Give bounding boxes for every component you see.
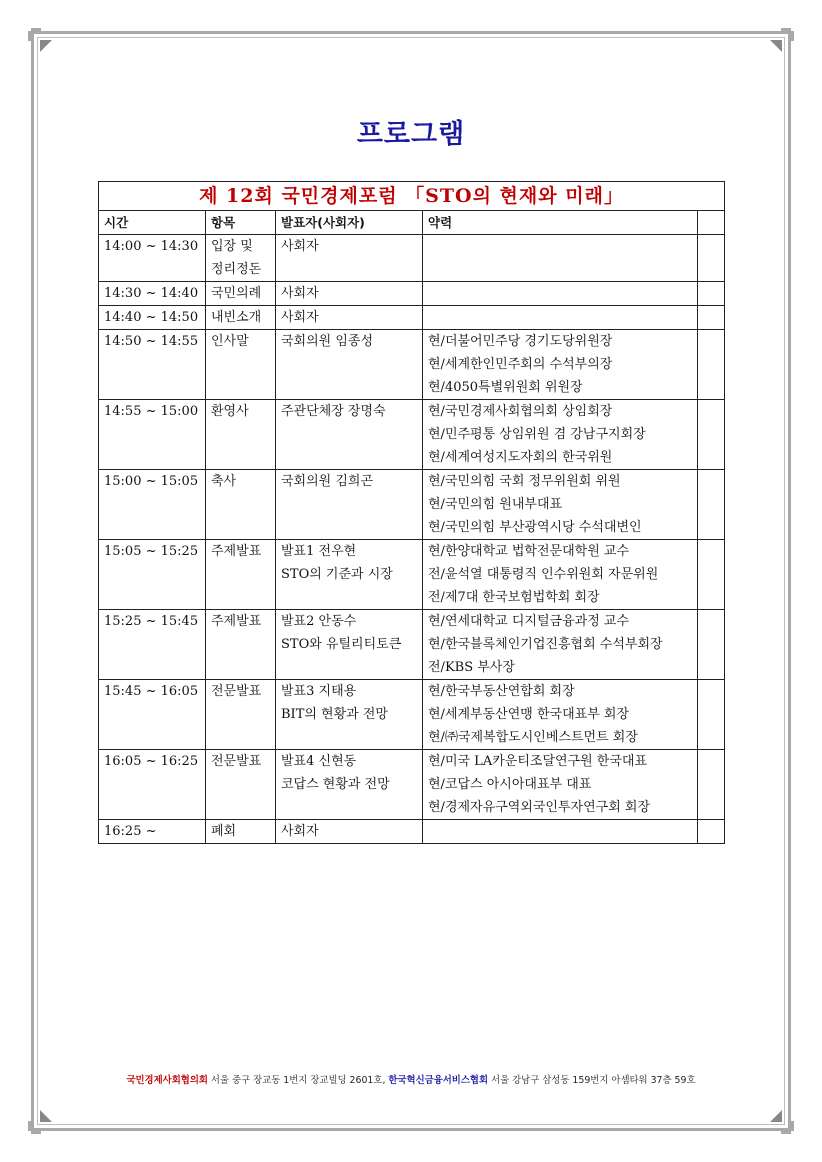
cell-presenter bbox=[276, 610, 423, 680]
cell-presenter bbox=[276, 306, 423, 330]
cell-presenter-line: 코답스 현황과 전망 bbox=[281, 777, 390, 792]
cell-career-line: 현/한국블록체인기업진흥협회 수석부회장 bbox=[428, 637, 663, 652]
cell-career bbox=[423, 680, 698, 750]
cell-career bbox=[423, 330, 698, 400]
cell-time: 16:05 ~ 16:25 bbox=[99, 750, 206, 820]
frame-ornament bbox=[791, 1121, 794, 1131]
cell-presenter-line: 발표4 신현동 bbox=[281, 754, 357, 769]
cell-presenter-line: BIT의 현황과 전망 bbox=[281, 707, 388, 722]
cell-item bbox=[206, 750, 276, 820]
cell-blank bbox=[698, 235, 725, 282]
cell-time: 14:55 ~ 15:00 bbox=[99, 400, 206, 470]
cell-time: 15:45 ~ 16:05 bbox=[99, 680, 206, 750]
cell-career-line: 전/KBS 부사장 bbox=[428, 660, 515, 675]
cell-item bbox=[206, 540, 276, 610]
cell-presenter-line: 사회자 bbox=[281, 286, 319, 301]
cell-presenter-line: STO의 기준과 시장 bbox=[281, 567, 393, 582]
cell-item-line: 폐회 bbox=[211, 824, 237, 839]
header-item: 항목 bbox=[206, 211, 276, 235]
cell-presenter-line: 발표3 지태용 bbox=[281, 684, 357, 699]
footer bbox=[0, 1072, 822, 1086]
cell-item bbox=[206, 235, 276, 282]
cell-career bbox=[423, 235, 698, 282]
cell-career bbox=[423, 610, 698, 680]
frame-ornament bbox=[28, 31, 31, 41]
cell-blank bbox=[698, 330, 725, 400]
cell-career-line: 현/연세대학교 디지털금융과정 교수 bbox=[428, 614, 630, 629]
cell-career-line: 현/미국 LA카운티조달연구원 한국대표 bbox=[428, 754, 648, 769]
cell-time: 15:25 ~ 15:45 bbox=[99, 610, 206, 680]
cell-blank bbox=[698, 306, 725, 330]
cell-time: 15:00 ~ 15:05 bbox=[99, 470, 206, 540]
cell-blank bbox=[698, 470, 725, 540]
cell-presenter bbox=[276, 750, 423, 820]
cell-item-line: 전문발표 bbox=[211, 684, 262, 699]
cell-blank bbox=[698, 540, 725, 610]
table-row bbox=[99, 680, 725, 750]
cell-item-line: 내빈소개 bbox=[211, 310, 262, 325]
cell-career-line: 현/4050특별위원회 위원장 bbox=[428, 380, 583, 395]
cell-career-line: 현/경제자유구역외국인투자연구회 회장 bbox=[428, 800, 650, 815]
cell-time: 14:00 ~ 14:30 bbox=[99, 235, 206, 282]
event-title: 제 12회 국민경제포럼 「STO의 현재와 미래」 bbox=[99, 182, 725, 211]
header-career: 약력 bbox=[423, 211, 698, 235]
cell-career bbox=[423, 750, 698, 820]
frame-ornament bbox=[28, 1121, 31, 1131]
table-row bbox=[99, 750, 725, 820]
cell-presenter-line: 발표1 전우현 bbox=[281, 544, 357, 559]
cell-career-line: 전/윤석열 대통령직 인수위원회 자문위원 bbox=[428, 567, 659, 582]
cell-presenter bbox=[276, 235, 423, 282]
table-row bbox=[99, 282, 725, 306]
cell-presenter bbox=[276, 282, 423, 306]
cell-presenter bbox=[276, 400, 423, 470]
program-rows bbox=[99, 235, 725, 844]
cell-presenter-line: 국회의원 김희곤 bbox=[281, 474, 374, 489]
header-time: 시간 bbox=[99, 211, 206, 235]
cell-presenter-line: 주관단체장 장명숙 bbox=[281, 404, 386, 419]
cell-career-line: 현/민주평통 상임위원 겸 강남구지회장 bbox=[428, 427, 646, 442]
corner-triangle-icon bbox=[770, 1110, 782, 1122]
cell-career-line: 현/한국부동산연합회 회장 bbox=[428, 684, 575, 699]
cell-presenter bbox=[276, 680, 423, 750]
cell-item-line: 주제발표 bbox=[211, 544, 262, 559]
cell-time: 16:25 ~ bbox=[99, 820, 206, 844]
table-row bbox=[99, 330, 725, 400]
cell-item bbox=[206, 680, 276, 750]
cell-time: 14:50 ~ 14:55 bbox=[99, 330, 206, 400]
cell-blank bbox=[698, 750, 725, 820]
cell-item bbox=[206, 610, 276, 680]
event-title-row bbox=[99, 182, 725, 211]
cell-career-line: 전/제7대 한국보험법학회 회장 bbox=[428, 590, 600, 605]
cell-presenter-line: 국회의원 임종성 bbox=[281, 334, 374, 349]
cell-presenter bbox=[276, 330, 423, 400]
cell-item-line: 축사 bbox=[211, 474, 237, 489]
cell-career-line: 현/국민의힘 원내부대표 bbox=[428, 497, 563, 512]
table-row bbox=[99, 470, 725, 540]
table-row bbox=[99, 610, 725, 680]
cell-item-line: 국민의례 bbox=[211, 286, 262, 301]
footer-address-2: 서울 강남구 삼성동 159번지 아셈타워 37층 59호 bbox=[488, 1075, 696, 1086]
cell-item-line: 정리정돈 bbox=[211, 262, 262, 277]
table-row bbox=[99, 400, 725, 470]
cell-career-line: 현/국민의힘 국회 정무위원회 위원 bbox=[428, 474, 621, 489]
cell-time: 15:05 ~ 15:25 bbox=[99, 540, 206, 610]
header-row bbox=[99, 211, 725, 235]
cell-item bbox=[206, 820, 276, 844]
cell-career bbox=[423, 306, 698, 330]
footer-org-2: 한국혁신금융서비스협회 bbox=[388, 1075, 489, 1086]
corner-triangle-icon bbox=[770, 40, 782, 52]
cell-blank bbox=[698, 820, 725, 844]
cell-career-line: 현/국민경제사회협의회 상임회장 bbox=[428, 404, 613, 419]
cell-career-line: 현/코답스 아시아대표부 대표 bbox=[428, 777, 592, 792]
cell-item bbox=[206, 470, 276, 540]
cell-career-line: 현/더불어민주당 경기도당위원장 bbox=[428, 334, 613, 349]
frame-ornament bbox=[781, 28, 791, 31]
table-row bbox=[99, 306, 725, 330]
table-row bbox=[99, 820, 725, 844]
table-row bbox=[99, 235, 725, 282]
program-table bbox=[98, 181, 725, 844]
cell-career-line: 현/세계부동산연맹 한국대표부 회장 bbox=[428, 707, 630, 722]
cell-presenter bbox=[276, 470, 423, 540]
cell-time: 14:30 ~ 14:40 bbox=[99, 282, 206, 306]
cell-career-line: 현/㈜국제복합도시인베스트먼트 회장 bbox=[428, 730, 638, 745]
header-presenter: 발표자(사회자) bbox=[276, 211, 423, 235]
table-row bbox=[99, 540, 725, 610]
frame-ornament bbox=[31, 28, 41, 31]
footer-org-1: 국민경제사회협의회 bbox=[126, 1075, 208, 1086]
header-blank bbox=[698, 211, 725, 235]
cell-item bbox=[206, 306, 276, 330]
footer-address-1: 서울 중구 장교동 1번지 장교빌딩 2601호, bbox=[207, 1075, 389, 1086]
cell-item bbox=[206, 400, 276, 470]
corner-triangle-icon bbox=[40, 1110, 52, 1122]
cell-presenter bbox=[276, 540, 423, 610]
cell-item bbox=[206, 282, 276, 306]
cell-presenter-line: 사회자 bbox=[281, 310, 319, 325]
cell-blank bbox=[698, 610, 725, 680]
cell-presenter-line: STO와 유틸리티토큰 bbox=[281, 637, 402, 652]
cell-career bbox=[423, 540, 698, 610]
frame-ornament bbox=[791, 31, 794, 41]
cell-item-line: 인사말 bbox=[211, 334, 249, 349]
cell-presenter-line: 발표2 안동수 bbox=[281, 614, 357, 629]
cell-career-line: 현/세계여성지도자회의 한국위원 bbox=[428, 450, 613, 465]
cell-time: 14:40 ~ 14:50 bbox=[99, 306, 206, 330]
cell-blank bbox=[698, 282, 725, 306]
page-title: 프로그램 bbox=[356, 119, 466, 150]
cell-item-line: 입장 및 bbox=[211, 239, 253, 254]
frame-ornament bbox=[31, 1131, 41, 1134]
frame-ornament bbox=[781, 1131, 791, 1134]
cell-item bbox=[206, 330, 276, 400]
cell-career-line: 현/세계한인민주회의 수석부의장 bbox=[428, 357, 613, 372]
cell-item-line: 환영사 bbox=[211, 404, 249, 419]
cell-career bbox=[423, 470, 698, 540]
cell-presenter-line: 사회자 bbox=[281, 239, 319, 254]
cell-blank bbox=[698, 400, 725, 470]
corner-triangle-icon bbox=[40, 40, 52, 52]
cell-item-line: 전문발표 bbox=[211, 754, 262, 769]
cell-career bbox=[423, 820, 698, 844]
cell-presenter bbox=[276, 820, 423, 844]
cell-presenter-line: 사회자 bbox=[281, 824, 319, 839]
cell-career bbox=[423, 282, 698, 306]
cell-blank bbox=[698, 680, 725, 750]
cell-career bbox=[423, 400, 698, 470]
cell-career-line: 현/국민의힘 부산광역시당 수석대변인 bbox=[428, 520, 642, 535]
cell-career-line: 현/한양대학교 법학전문대학원 교수 bbox=[428, 544, 630, 559]
cell-item-line: 주제발표 bbox=[211, 614, 262, 629]
